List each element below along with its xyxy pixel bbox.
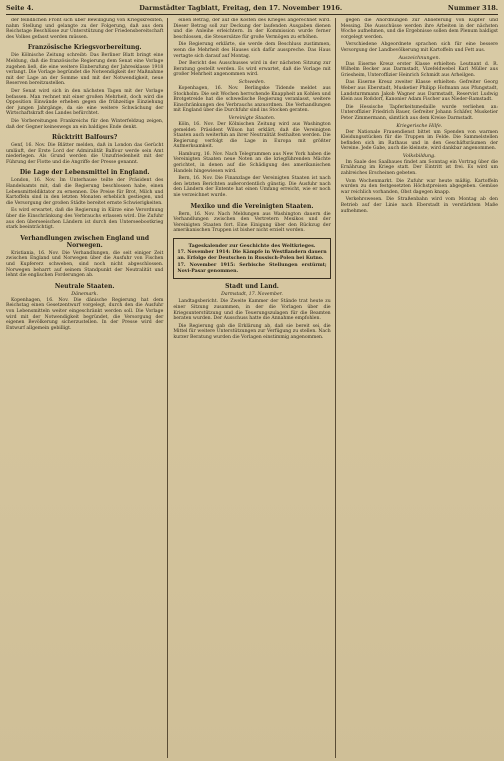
sub-heading: Kriegerische Hilfe. xyxy=(396,123,443,129)
columns xyxy=(6,18,498,758)
sub-heading: Dänemark. xyxy=(71,291,99,297)
local-news-heading: Stadt und Land. xyxy=(225,283,279,291)
issue-number: Nummer 318. xyxy=(447,4,498,12)
paragraph: Vom Wochenmarkt. Die Zufuhr war heute mäßig. Kartoffeln wurden zu den festgesetzten Höchstpreisen abgegeben. Gemüse war reichlich vorhanden, Obst dagegen knapp. xyxy=(340,178,498,195)
column-2 xyxy=(173,18,335,758)
paragraph: Landtagsbericht. Die Zweite Kammer der Stände trat heute zu einer Sitzung zusammen, in der die Vorlagen über die Kriegsunterstützung und die Teuerungszulagen für die Beamten beraten wurden. Der Ausschuss hatte die Annahme empfohlen. xyxy=(173,299,331,322)
section-heading: Mexiko und die Vereinigten Staaten. xyxy=(190,202,314,210)
box-entry: 17. November 1915: Serbische Stellungen erstürmt; Novi-Pasar genommen. xyxy=(177,263,327,274)
paragraph: Genf, 16. Nov. Die Blätter melden, daß in London das Gerücht umläuft, der Erste Lord der Admiralität Balfour werde sein Amt niederlegen. Als Grund werden die Unzufriedenheit mit der Führung der Flotte und die Angriffe der Presse genannt. xyxy=(6,143,164,165)
paragraph: Die Kölnische Zeitung schreibt: Das Berliner Blatt bringt eine Meldung, daß die französische Regierung dem Senat eine Vorlage zugehen ließ, die eine weitere Einberufung der Jahresklasse 1918 verlangt. Die Vorlage begründet die Notwendigkeit der Maßnahme mit der Lage an der Somme und mit der Notwendigkeit, neue Reserven bereitzustellen. xyxy=(6,53,164,87)
section-heading: Neutrale Staaten. xyxy=(54,282,115,290)
newspaper-title: Darmstädter Tagblatt, Freitag, den 17. November 1916. xyxy=(139,4,343,12)
sub-heading: Auszeichnungen. xyxy=(398,55,441,61)
war-calendar-box xyxy=(173,238,330,279)
paragraph: London, 16. Nov. Im Unterhause teilte der Präsident des Handelsamts mit, daß die Regierung beschlossen habe, einen Lebensmitteldiktator zu ernennen. Die Preise für Brot, Milch und Kartoffeln sind in den letzten Monaten erheblich gestiegen, und die Versorgung der großen Städte bereitet ernste Schwierigkeiten. xyxy=(6,178,164,206)
paragraph: Der Bericht des Ausschusses wird in der nächsten Sitzung zur Beratung gestellt werden. Es wird erwartet, daß die Vorlage mit großer Mehrheit angenommen wird. xyxy=(173,61,331,78)
paragraph: Die Regierung erklärte, sie werde dem Beschluss zustimmen, wenn die Mehrheit des Hauses sich dafür ausspreche. Das Haus vertagte sich darauf auf Montag. xyxy=(173,42,331,59)
paragraph: Verschiedene Abgeordnete sprachen sich für eine bessere Versorgung der Landbevölkerung mit Kartoffeln und Fett aus. xyxy=(340,42,498,53)
paragraph: Das Eiserne Kreuz erster Klasse erhielten: Leutnant d. R. Wilhelm Becker aus Darmstadt, Vizefeldwebel Karl Müller aus Griesheim, Unteroffizier Heinrich Schmidt aus Arheilgen. xyxy=(340,61,498,78)
paragraph: Die Vorbereitungen Frankreichs für den Winterfeldzug zeigen, daß der Gegner keineswegs an ein baldiges Ende denkt. xyxy=(6,118,164,130)
paragraph: Köln, 16. Nov. Der Kölnischen Zeitung wird aus Washington gemeldet: Präsident Wilson hat erklärt, daß die Vereinigten Staaten auch weiterhin an ihrer Neutralität festhalten werden. Die Regierung verfolgt die Lage in Europa mit größter Aufmerksamkeit. xyxy=(173,121,331,150)
section-heading: Verhandlungen zwischen England und Norwegen. xyxy=(20,234,150,249)
column-1 xyxy=(6,18,168,758)
masthead xyxy=(6,4,498,15)
section-heading: Rücktritt Balfours? xyxy=(52,134,118,142)
box-entry: 17. November 1914: Die Kämpfe in Westflandern dauern an. Erfolge der Deutschen in Russisch-Polen bei Kutno. xyxy=(177,250,327,261)
paragraph: Hamburg, 16. Nov. Nach Telegrammen aus New York haben die Vereinigten Staaten neue Noten an die kriegführenden Mächte gerichtet, in denen auf die Schädigung des amerikanischen Handels hingewiesen wird. xyxy=(173,151,331,174)
paragraph: der feindlichen Front sich über Bewilligung von Kriegskrediten, nahm Stellung und gelangte zu der Folgerung, daß aus dem Reichstage Beschlüsse zur Unterstützung der Friedensbereitschaft des Volkes gefasst werden müssen. xyxy=(6,18,164,40)
page-number: Seite 4. xyxy=(6,4,34,12)
paragraph: Die Hessische Tapferkeitsmedaille wurde verliehen an: Unteroffizier Friedrich Bauer, Gefreiter Johann Schäfer, Musketier Peter Zimmermann, sämtlich aus dem Kreise Darmstadt. xyxy=(340,104,498,121)
paragraph: Es wird erwartet, daß die Regierung in Kürze eine Verordnung über die Einschränkung des Verbrauchs erlassen wird. Die Zufuhr aus den überseeischen Ländern ist durch den Unterseebootkrieg stark beeinträchtigt. xyxy=(6,208,164,231)
paragraph: Bern, 16. Nov. Die Finanzlage der Vereinigten Staaten ist nach den letzten Berichten außerordentlich günstig. Die Ausfuhr nach den Ländern der Entente hat einen Umfang erreicht, wie er noch nie verzeichnet wurde. xyxy=(173,176,331,199)
paragraph: Verkehrswesen. Die Straßenbahn wird vom Montag ab den Betrieb auf der Linie nach Eberstadt in verstärktem Maße aufnehmen. xyxy=(340,197,498,214)
paragraph: einen Betrag, der auf die Kosten des Krieges angerechnet wird. Dieser Betrag soll zur Deckung der laufenden Ausgaben dienen und die Anleihe erleichtern. In der Kommission wurde ferner beschlossen, die Steuersätze für große Vermögen zu erhöhen. xyxy=(173,18,331,40)
sub-heading: Vereinigte Staaten. xyxy=(228,115,276,121)
dateline: Darmstadt, 17. November. xyxy=(221,292,283,298)
paragraph: Kopenhagen, 16. Nov. Die dänische Regierung hat dem Reichstag einen Gesetzentwurf vorgelegt, durch den die Ausfuhr von Lebensmitteln weiter eingeschränkt werden soll. Die Vorlage wird mit der Notwendigkeit begründet, die Versorgung der eigenen Bevölkerung sicherzustellen. In der Presse wird der Entwurf allgemein gebilligt. xyxy=(6,297,164,331)
box-title: Tageskalender zur Geschichte des Weltkrieges. xyxy=(188,243,316,249)
section-heading: Die Lage der Lebensmittel in England. xyxy=(19,169,150,177)
paragraph: Kristiania, 16. Nov. Die Verhandlungen, die seit einiger Zeit zwischen England und Norwegen über die Ausfuhr von Fischen und Kupfererz schweben, sind noch nicht abgeschlossen. Norwegen beharrt auf seinem Standpunkt der Neutralität und lehnt die englischen Forderungen ab. xyxy=(6,250,164,279)
section-heading: Französische Kriegsvorbereitung. xyxy=(27,44,142,52)
paragraph: Kopenhagen, 16. Nov. Berlingske Tidende meldet aus Stockholm: Die seit Wochen herrschende Knappheit an Kohlen und Brotgetreide hat die schwedische Regierung veranlasst, weitere Einschränkungen des Verbrauchs anzuordnen. Die Verhandlungen mit England über die Durchfuhr sind ins Stocken geraten. xyxy=(173,85,331,114)
column-3 xyxy=(341,18,498,758)
paragraph: Im Saale des Saalbaues findet am Sonntag ein Vortrag über die Ernährung im Kriege statt. Der Eintritt ist frei. Es wird um zahlreiches Erscheinen gebeten. xyxy=(340,159,498,177)
paragraph: Das Eiserne Kreuz zweiter Klasse erhielten: Gefreiter Georg Weber aus Eberstadt, Musketier Philipp Hofmann aus Pfungstadt, Landsturmmann Jakob Wagner aus Darmstadt, Reservist Ludwig Klein aus Roßdorf, Kanonier Adam Fischer aus Nieder-Ramstadt. xyxy=(340,80,498,103)
paragraph: Die Regierung gab die Erklärung ab, daß sie bereit sei, die Mittel für weitere Unterstützungen zur Verfügung zu stellen. Nach kurzer Beratung wurden die Vorlagen einstimmig angenommen. xyxy=(173,323,331,340)
sub-heading: Schweden. xyxy=(238,79,266,85)
paragraph: Bern, 16. Nov. Nach Meldungen aus Washington dauern die Verhandlungen zwischen den Vertretern Mexikos und der Vereinigten Staaten fort. Eine Einigung über den Rückzug der amerikanischen Truppen ist bisher nicht erzielt worden. xyxy=(173,211,331,234)
paragraph: gegen die Anordnungen zur Ablieferung von Kupfer und Messing. Die Ausschüsse werden ihre Arbeiten in der nächsten Woche aufnehmen, und die Ergebnisse sollen dem Plenum baldigst vorgelegt werden. xyxy=(340,18,498,40)
paragraph: Der Nationale Frauendienst bittet um Spenden von warmen Kleidungsstücken für die Truppen im Felde. Die Sammelstellen befinden sich im Rathaus und in den Geschäftsräumen der Vereine. Jede Gabe, auch die kleinste, wird dankbar angenommen. xyxy=(340,129,498,152)
sub-heading: Volksbildung. xyxy=(402,153,436,159)
paragraph: Der Senat wird sich in den nächsten Tagen mit der Vorlage befassen. Man rechnet mit einer großen Mehrheit, doch wird die Opposition Einwände erheben gegen die frühzeitige Einziehung der jungen Jahrgänge, da sie eine weitere Schwächung der Wirtschaftskraft des Landes befürchtet. xyxy=(6,88,164,117)
